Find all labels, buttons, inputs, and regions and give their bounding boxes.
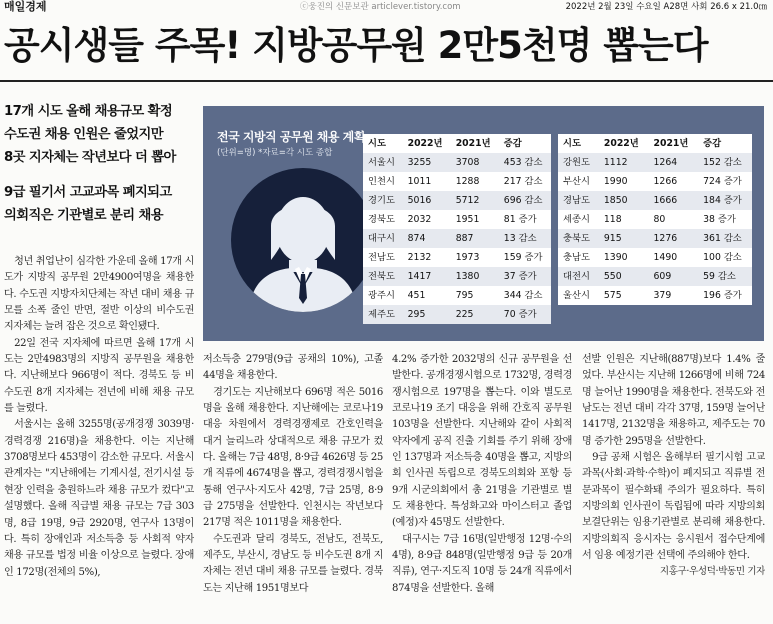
region-cell: 부산시 (563, 176, 590, 187)
count-cell: 1264 (653, 157, 678, 168)
count-cell: 575 (603, 290, 622, 301)
region-cell: 세종시 (563, 214, 590, 225)
table-row (363, 153, 551, 172)
count-cell: 2132 (407, 252, 432, 263)
table-header-row (363, 134, 551, 153)
paragraph: 수도권과 달리 경북도, 전남도, 전북도, 제주도, 부산시, 경남도 등 비수도권 8개 지자체는 전년 대비 채용 규모를 늘렸다. 경북도는 지난해 1951명보다 (203, 533, 383, 594)
change-cell: 100 감소 (703, 252, 742, 263)
count-cell: 295 (407, 309, 426, 320)
column-header: 2021년 (653, 138, 689, 149)
table-row (363, 267, 551, 286)
change-cell: 724 증가 (703, 176, 742, 187)
headline: 공시생들 주목! 지방공무원 2만5천명 뽑는다 (4, 24, 708, 67)
count-cell: 3708 (455, 157, 480, 168)
region-cell: 서울시 (368, 157, 395, 168)
paragraph: 저소득층 279명(9급 공채의 10%), 고졸 44명을 채용한다. (203, 354, 383, 382)
column-header: 시도 (563, 138, 581, 149)
change-cell: 37 증가 (503, 271, 537, 282)
region-cell: 제주도 (368, 309, 395, 320)
count-cell: 609 (653, 271, 672, 282)
article-column-1 (4, 254, 194, 624)
infographic-box (203, 106, 764, 341)
column-header: 2022년 (407, 138, 443, 149)
subheadline: 수도권 채용 인원은 줄었지만 (4, 127, 164, 142)
region-cell: 전남도 (368, 252, 395, 263)
count-cell: 1276 (653, 233, 678, 244)
change-cell: 38 증가 (703, 214, 736, 225)
change-cell: 696 감소 (503, 195, 543, 206)
count-cell: 5712 (455, 195, 480, 206)
table-header-row (558, 134, 752, 153)
subheadlines (4, 100, 199, 227)
region-cell: 강원도 (563, 157, 590, 168)
paragraph: 대구시는 7급 16명(일반행정 12명·수의 4명), 8·9급 848명(일반행정 9급 등 20개 직류), 연구·지도직 10명 등 24개 직류에서 874명을 선발한다. 올해 (392, 533, 572, 594)
count-cell: 795 (455, 290, 474, 301)
change-cell: 59 감소 (703, 271, 736, 282)
headline-rule (0, 80, 773, 82)
change-cell: 159 증가 (503, 252, 543, 263)
table-row (558, 191, 752, 210)
column-header: 2021년 (455, 138, 491, 149)
table-row (363, 248, 551, 267)
table-row (363, 172, 551, 191)
count-cell: 1011 (407, 176, 432, 187)
change-cell: 184 증가 (703, 195, 742, 206)
subheadline: 8곳 지자체는 작년보다 더 뽑아 (4, 150, 176, 165)
change-cell: 70 증가 (503, 309, 537, 320)
column-header: 시도 (368, 138, 386, 149)
count-cell: 379 (653, 290, 672, 301)
count-cell: 1666 (653, 195, 678, 206)
paragraph: 9급 공채 시험은 올해부터 필기시험 고교과목(사회·과학·수학)이 폐지되고 직류별 전문과목이 필수화돼 주의가 필요하다. 특히 지방의회 인사권이 독립됨에 따라 지방의회 보결단위는 임용기관별로 분리해 채용한다. 지방의회직 응시자는 응시원서 접수단계에서 임용 예정기관 선택에 주의해야 한다. (582, 452, 765, 562)
region-cell: 전북도 (368, 271, 395, 282)
change-cell: 217 감소 (503, 176, 543, 187)
count-cell: 80 (653, 214, 666, 225)
count-cell: 225 (455, 309, 474, 320)
dateline: 2022년 2월 23일 수요일 A28면 사회 26.6 x 21.0㎝ (565, 2, 767, 12)
paragraph: 선발 인원은 지난해(887명)보다 1.4% 줄었다. 부산시는 지난해 1266명에 비해 724명 늘어난 1990명을 채용한다. 전북도와 전남도는 전년 대비 각각 37명, 159명 늘어난 1417명, 2132명을 채용하고, 제주도는 70명 증가한 295명을 선발한다. (582, 354, 765, 447)
count-cell: 874 (407, 233, 426, 244)
region-cell: 충북도 (563, 233, 590, 244)
top-bar (0, 0, 773, 14)
count-cell: 2032 (407, 214, 432, 225)
table-row (558, 286, 752, 305)
change-cell: 361 감소 (703, 233, 742, 244)
column-header: 2022년 (603, 138, 639, 149)
paragraph: 4.2% 증가한 2032명의 신규 공무원을 선발한다. 공개경쟁시험으로 1732명, 경력경쟁시험으로 197명을 뽑는다. 이와 별도로 코로나19 조기 대응을 위해 간호직 공무원 103명을 선발한다. 지난해와 같이 사회적 약자에게 공직 진출 기회를 주기 위해 장애인 137명과 저소득층 40명을 뽑고, 지방의회 인사권 독립으로 경북도의회와 포항 등 9개 시군의회에서 총 21명을 기관별로 별도 채용한다. 특성화고와 마이스터고 졸업(예정)자 45명도 선발한다. (392, 354, 572, 529)
watermark-text: ⓒ웅진의 신문보관 articlever.tistory.com (300, 2, 461, 12)
article-column-4 (582, 352, 765, 624)
region-cell: 대전시 (563, 271, 590, 282)
table-row (363, 191, 551, 210)
count-cell: 1490 (653, 252, 678, 263)
count-cell: 1417 (407, 271, 432, 282)
column-header: 증감 (703, 138, 722, 149)
count-cell: 915 (603, 233, 622, 244)
infographic-title: 전국 지방직 공무원 채용 계획 (217, 130, 365, 144)
paragraph: 서울시는 올해 3255명(공개경쟁 3039명·경력경쟁 216명)을 채용한다. 이는 지난해 3708명보다 453명이 감소한 규모다. 서울시 관계자는 "지난해에는 기계시설, 전기시설 등 현장 인력을 충원하느라 채용 규모가 컸다"고 설명했다. 올해 직급별 채용 규모는 7급 303명, 8급 19명, 9급 2920명, 연구사 13명이다. 특히 장애인과 저소득층 등 사회적 약자 채용 규모를 법정 비율 이상으로 늘렸다. 장애인 172명(전체의 5%), (4, 419, 194, 578)
subheadline: 17개 시도 올해 채용규모 확정 (4, 104, 173, 119)
table-row (363, 286, 551, 305)
region-cell: 인천시 (368, 176, 395, 187)
change-cell: 453 감소 (503, 157, 543, 168)
paragraph: 청년 취업난이 심각한 가운데 올해 17개 시도가 지방직 공무원 2만4900여명을 채용한다. 수도권 지방자치단체는 작년 대비 채용 규모를 소폭 줄인 반면, 절반 이상의 비수도권 지자체는 늘려 잡은 것으로 확인됐다. (4, 256, 194, 333)
count-cell: 1951 (455, 214, 480, 225)
region-cell: 광주시 (368, 290, 395, 301)
change-cell: 81 증가 (503, 214, 537, 225)
count-cell: 1266 (653, 176, 678, 187)
paragraph: 경기도는 지난해보다 696명 적은 5016명을 올해 채용한다. 지난해에는 코로나19 대응 차원에서 경력경쟁제로 간호인력을 대거 늘리느라 상대적으로 채용 규모가 컸다. 올해는 7급 48명, 8·9급 4626명 등 25개 직류에 4674명을 뽑고, 경력경쟁시험을 통해 연구사·지도사 42명, 7급 25명, 8·9급 275명을 선발한다. 인천시는 작년보다 217명 적은 1011명을 채용한다. (203, 386, 383, 529)
count-cell: 5016 (407, 195, 432, 206)
recruitment-table-right (558, 134, 752, 305)
infographic-unit-note: (단위=명) *자료=각 시도 종합 (217, 148, 333, 158)
change-cell: 152 감소 (703, 157, 742, 168)
table-row (558, 210, 752, 229)
count-cell: 1380 (455, 271, 480, 282)
region-cell: 울산시 (563, 290, 590, 301)
paragraph: 22일 전국 지자체에 따르면 올해 17개 시도는 2만4983명의 지방직 공무원을 채용한다. 지난해보다 966명이 적다. 경북도 등 비수도권 8개 지자체는 전년에 비해 채용 규모를 늘렸다. (4, 337, 194, 415)
count-cell: 1390 (603, 252, 628, 263)
count-cell: 3255 (407, 157, 432, 168)
subheadline: 9급 필기서 고교과목 폐지되고 (4, 185, 172, 200)
region-cell: 충남도 (563, 252, 590, 263)
table-row (558, 172, 752, 191)
count-cell: 118 (603, 214, 622, 225)
change-cell: 13 감소 (503, 233, 537, 244)
table-row (363, 305, 551, 324)
count-cell: 1850 (603, 195, 628, 206)
person-silhouette-icon (231, 168, 375, 312)
recruitment-table-left (363, 134, 551, 324)
table-row (558, 248, 752, 267)
count-cell: 451 (407, 290, 426, 301)
byline: 지홍구·우성덕·박동민 기자 (659, 566, 765, 578)
table-row (558, 229, 752, 248)
table-row (363, 229, 551, 248)
count-cell: 887 (455, 233, 474, 244)
change-cell: 344 감소 (503, 290, 543, 301)
table-row (558, 153, 752, 172)
count-cell: 1990 (603, 176, 628, 187)
region-cell: 경북도 (368, 214, 395, 225)
table-row (363, 210, 551, 229)
table-row (558, 267, 752, 286)
region-cell: 경남도 (563, 195, 590, 206)
article-column-3 (392, 352, 572, 624)
region-cell: 경기도 (368, 195, 395, 206)
count-cell: 550 (603, 271, 622, 282)
count-cell: 1973 (455, 252, 480, 263)
newspaper-masthead: 매일경제 (4, 0, 47, 13)
column-header: 증감 (503, 138, 522, 149)
region-cell: 대구시 (368, 233, 395, 244)
count-cell: 1112 (603, 157, 628, 168)
count-cell: 1288 (455, 176, 480, 187)
article-column-2 (203, 352, 383, 624)
person-silhouette-illustration (231, 168, 375, 312)
change-cell: 196 증가 (703, 290, 742, 301)
subheadline: 의회직은 기관별로 분리 채용 (4, 208, 164, 223)
